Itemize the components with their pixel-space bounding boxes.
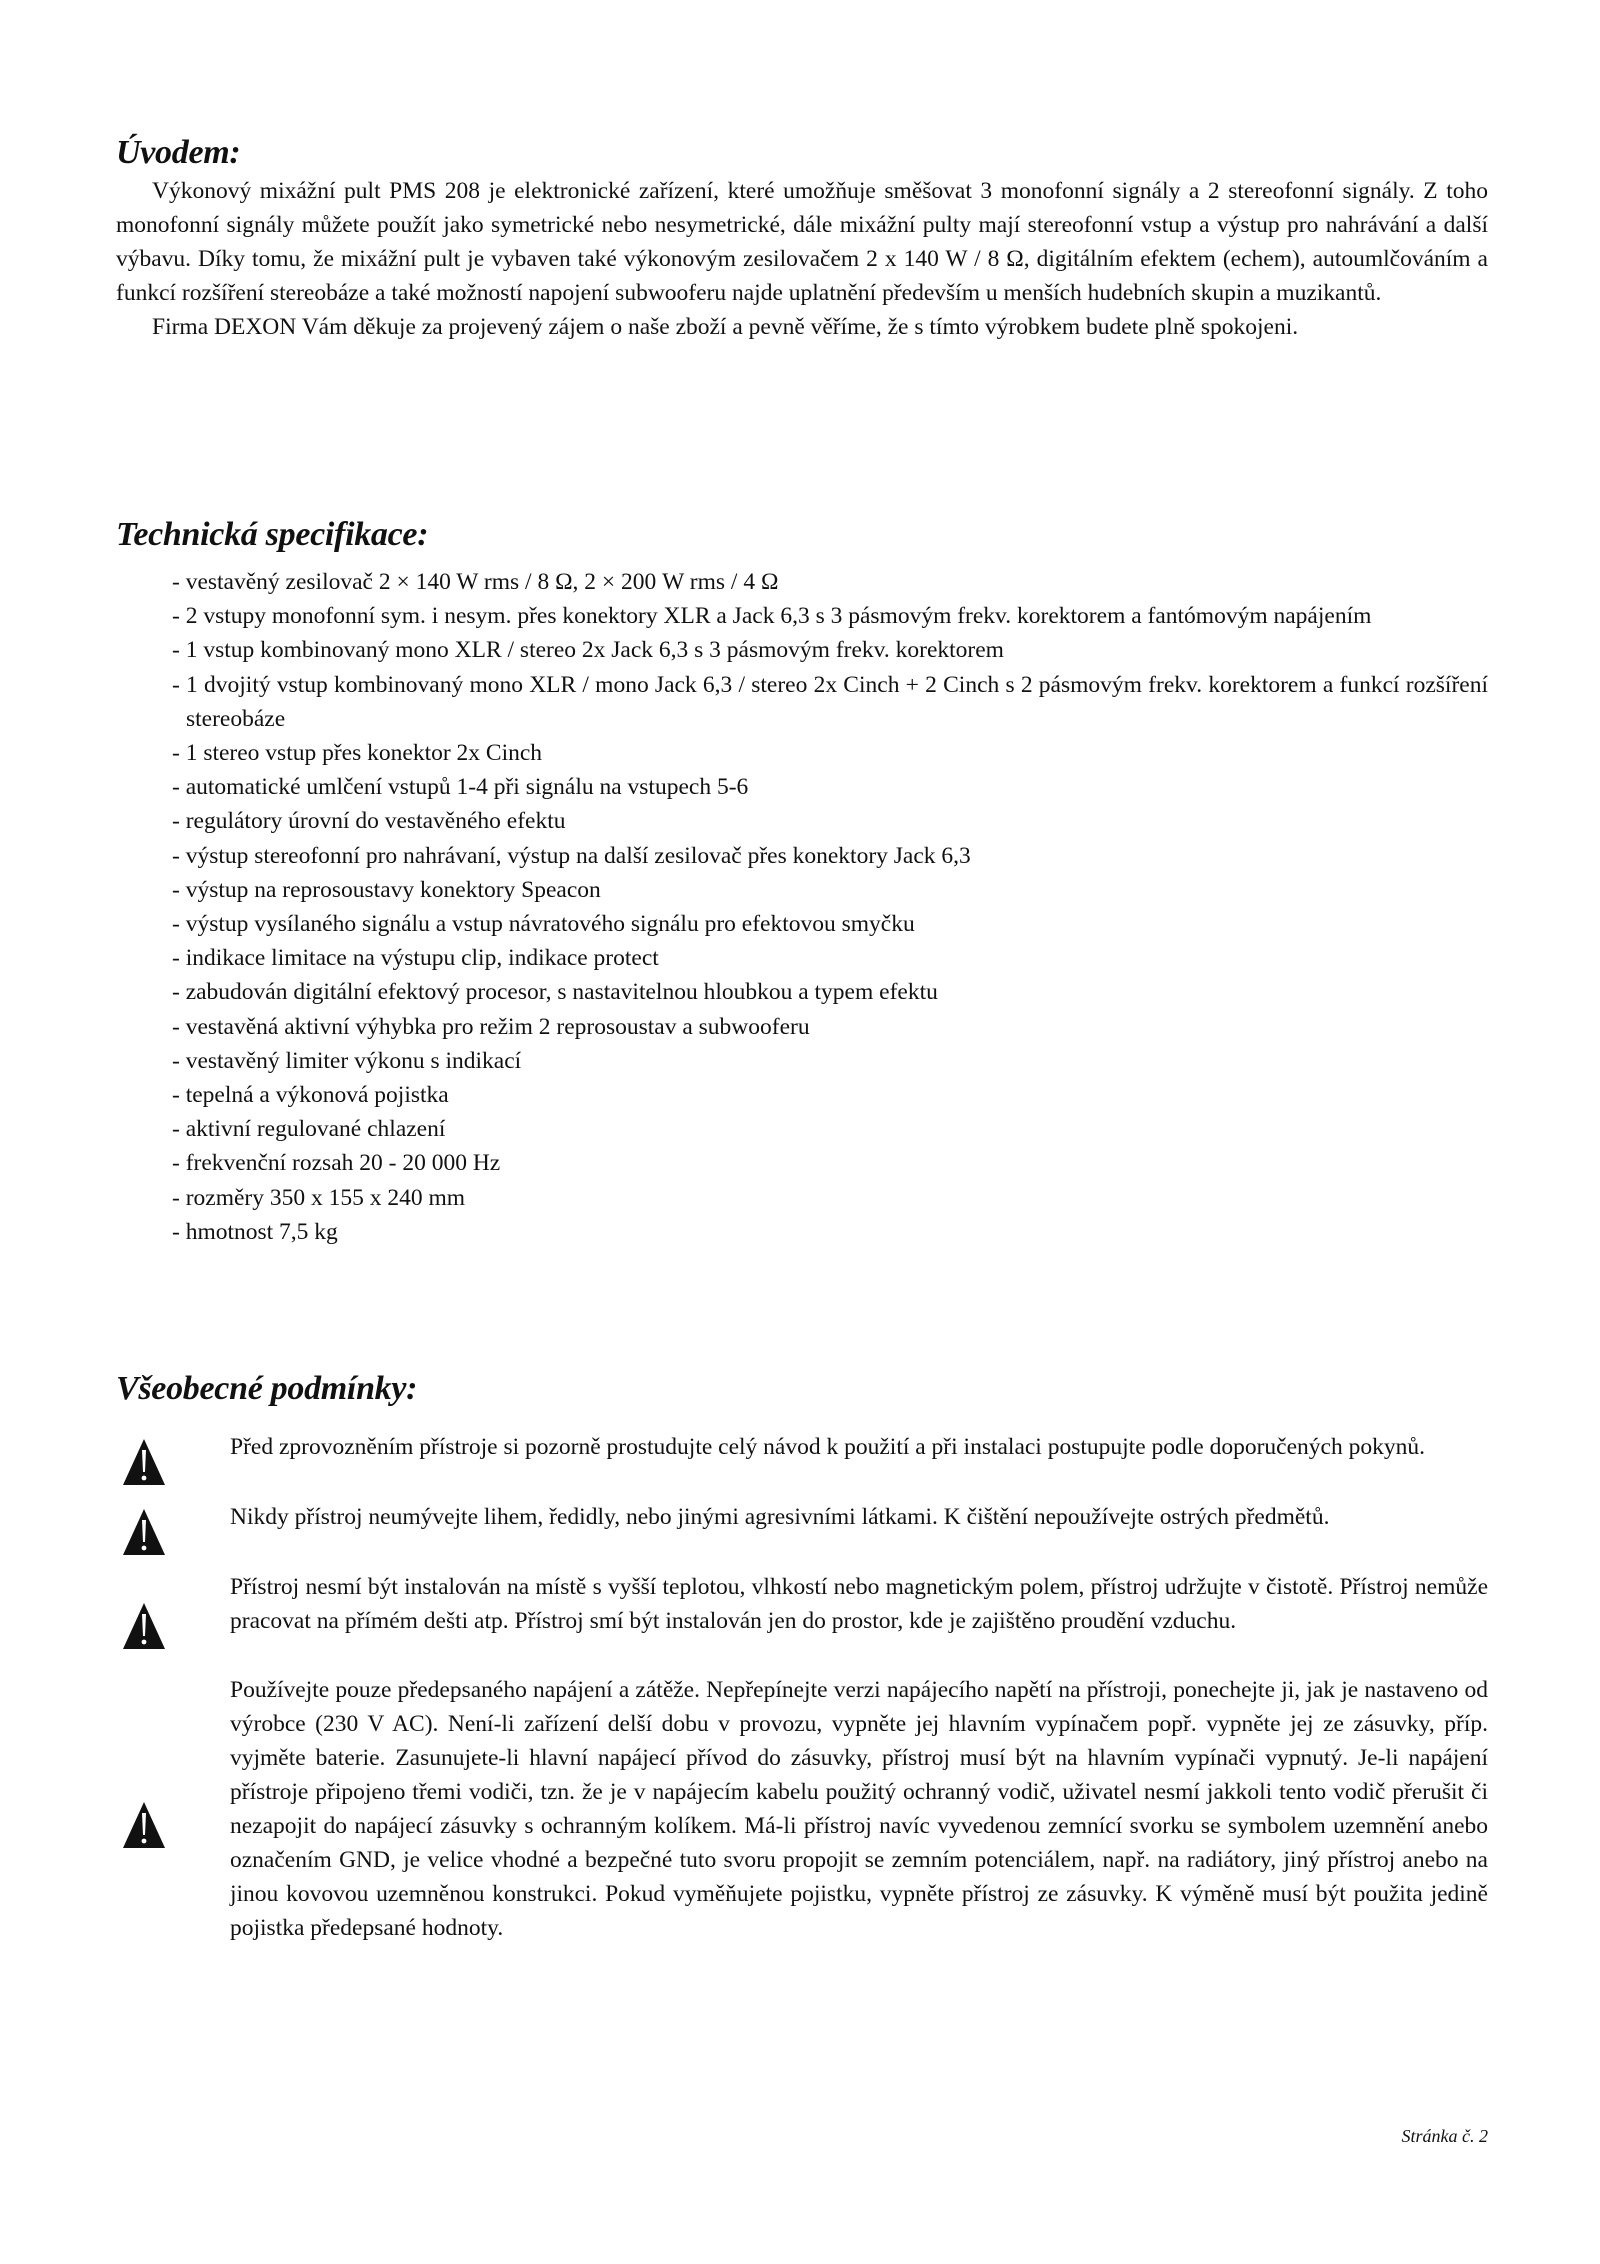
- condition-text: Používejte pouze předepsaného napájení a zátěže. Nepřepínejte verzi napájecího napětí na přístroji, ponechejte ji, jak je nastaveno od výrobce (230 V AC). Není-li zařízení delší dobu v provozu, vypněte jej hlavním vypínačem popř. vypněte jej ze zásuvky, příp. vyjměte baterie. Zasunujete-li hlavní napájecí přívod do zásuvky, přístroj musí být na hlavním vypínači vypnutý. Je-li napájení přístroje připojeno třemi vodiči, tzn. že je v napájecím kabelu použitý ochranný vodič, uživatel nesmí jakkoli tento vodič přerušit či nezapojit do napájecí zásuvky s ochranným kolíkem. Má-li přístroj navíc vyvedenou zemnící svorku se symbolem uzemnění anebo označením GND, je velice vhodné a bezpečné tuto svoru propojit se zemním potenciálem, např. na radiátory, jiný přístroj anebo na jinou kovovou uzemněnou konstrukci. Pokud vyměňujete pojistku, vypněte přístroj ze zásuvky. K výměně musí být použita jedině pojistka předepsané hodnoty.: [230, 1677, 1488, 1941]
- warning-triangle-icon: [122, 1602, 166, 1650]
- spec-item: - vestavěný zesilovač 2 × 140 W rms / 8 Ω, 2 × 200 W rms / 4 Ω: [172, 569, 779, 595]
- condition-item: [116, 1500, 1488, 1534]
- spec-item: - aktivní regulované chlazení: [172, 1116, 446, 1143]
- spec-item: - 1 dvojitý vstup kombinovaný mono XLR / mono Jack 6,3 / stereo 2x Cinch + 2 Cinch s 2 pásmovým frekv. korektorem a funkcí rozšíření stereobáze: [172, 671, 1488, 732]
- spec-item: - regulátory úrovní do vestavěného efektu: [172, 808, 566, 835]
- intro-paragraph: Výkonový mixážní pult PMS 208 je elektronické zařízení, které umožňuje směšovat 3 monofonní signály a 2 stereofonní signály. Z toho monofonní signály můžete použít jako symetrické nebo nesymetrické, dále mixážní pulty mají stereofonní vstup a výstup pro nahrávání a další výbavu. Díky tomu, že mixážní pult je vybaven také výkonovým zesilovačem 2 x 140 W / 8 Ω, digitálním efektem (echem), autoumlčováním a funkcí rozšíření stereobáze a také možností napojení subwooferu najde uplatnění především u menších hudebních skupin a muzikantů.: [116, 178, 1488, 306]
- section-title-intro: Úvodem:: [116, 134, 241, 171]
- page-number: Stránka č. 2: [1401, 2126, 1488, 2146]
- spec-item: - výstup vysílaného signálu a vstup návratového signálu pro efektovou smyčku: [172, 911, 915, 938]
- section-title-conditions: Všeobecné podmínky:: [116, 1370, 418, 1407]
- warning-triangle-icon: [122, 1438, 166, 1486]
- spec-list: [172, 565, 1488, 1249]
- spec-item: - 1 vstup kombinovaný mono XLR / stereo 2x Jack 6,3 s 3 pásmovým frekv. korektorem: [172, 637, 1004, 664]
- condition-item: [116, 1570, 1488, 1638]
- intro-section: [116, 174, 1488, 344]
- spec-item: - hmotnost 7,5 kg: [172, 1218, 338, 1245]
- spec-item: - vestavěná aktivní výhybka pro režim 2 reprosoustav a subwooferu: [172, 1013, 810, 1040]
- spec-item: - vestavěný limiter výkonu s indikací: [172, 1047, 522, 1074]
- spec-item: - 1 stereo vstup přes konektor 2x Cinch: [172, 740, 543, 767]
- condition-text: Přístroj nesmí být instalován na místě s vyšší teplotou, vlhkostí nebo magnetickým polem, přístroj udržujte v čistotě. Přístroj nemůže pracovat na přímém dešti atp. Přístroj smí být instalován jen do prostor, kde je zajištěno proudění vzduchu.: [230, 1574, 1488, 1634]
- section-title-spec: Technická specifikace:: [116, 516, 429, 553]
- spec-item: - 2 vstupy monofonní sym. i nesym. přes konektory XLR a Jack 6,3 s 3 pásmovým frekv. korektorem a fantómovým napájením: [172, 603, 1372, 630]
- spec-item: - tepelná a výkonová pojistka: [172, 1082, 449, 1109]
- spec-item: - rozměry 350 x 155 x 240 mm: [172, 1184, 466, 1211]
- condition-text: Před zprovozněním přístroje si pozorně prostudujte celý návod k použití a při instalaci postupujte podle doporučených pokynů.: [230, 1434, 1425, 1460]
- spec-item: - zabudován digitální efektový procesor, s nastavitelnou hloubkou a typem efektu: [172, 979, 938, 1006]
- condition-item: [116, 1430, 1488, 1464]
- intro-paragraph: Firma DEXON Vám děkuje za projevený zájem o naše zboží a pevně věříme, že s tímto výrobkem budete plně spokojeni.: [152, 314, 1299, 340]
- spec-item: - automatické umlčení vstupů 1-4 při signálu na vstupech 5-6: [172, 774, 749, 801]
- warning-triangle-icon: [122, 1801, 166, 1849]
- condition-text: Nikdy přístroj neumývejte lihem, ředidly, nebo jinými agresivními látkami. K čištění nepoužívejte ostrých předmětů.: [230, 1504, 1330, 1530]
- condition-item: [116, 1673, 1488, 1945]
- spec-item: - výstup na reprosoustavy konektory Speacon: [172, 876, 601, 903]
- spec-item: - indikace limitace na výstupu clip, indikace protect: [172, 945, 659, 972]
- spec-item: - výstup stereofonní pro nahrávaní, výstup na další zesilovač přes konektory Jack 6,3: [172, 842, 971, 869]
- spec-item: - frekvenční rozsah 20 - 20 000 Hz: [172, 1150, 501, 1177]
- warning-triangle-icon: [122, 1508, 166, 1556]
